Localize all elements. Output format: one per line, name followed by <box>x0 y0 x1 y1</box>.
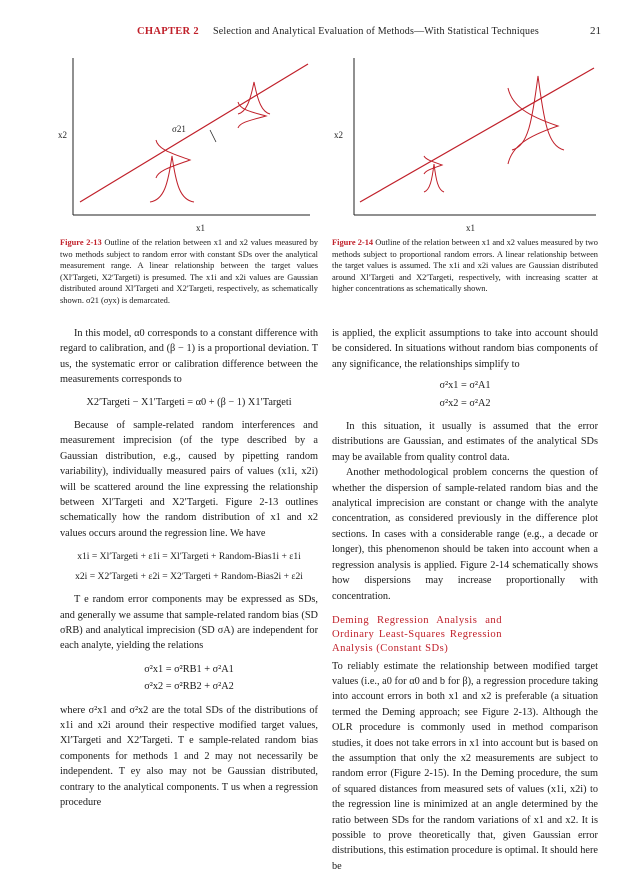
x2-distribution-high <box>508 88 558 164</box>
paragraph: In this situation, it usually is assumed that the error distributions are Gaussian, and estimates of the analytical SDs may be available from quality control data. <box>332 421 598 463</box>
x1-distribution-high <box>512 76 564 150</box>
x1-distribution <box>150 156 194 202</box>
paragraph: where σ²x1 and σ²x2 are the total SDs of the distributions of x1i and x2i around their respective modified target values, Xl′Targeti and X2′Targeti. T e sample-related random bias components for methods 1 and 2 may not necessarily be independent. T ey also may not be Gaussian distributed, contrary to the analytical components. T us when a regression procedure <box>60 704 318 808</box>
fig13-y-axis-label: x2 <box>58 130 67 140</box>
paragraph: In this model, α0 corresponds to a constant difference with regard to calibration, and (β − 1) is a proportional deviation. T us, the systematic error or calibration difference between the measurements corresponds to <box>60 328 318 386</box>
regression-line <box>80 64 308 202</box>
paragraph: Another methodological problem concerns the question of whether the dispersion of sample-related random bias and the analytical imprecision are constant or change with the analyte concentration, as considered previously in the difference plot sections. In cases with a considerable range (e.g., a decade or longer), this phenomenon should be taken into account when a regression analysis is applied. Figure 2-14 schematically shows how dispersions may increase proportionally with concentration. <box>332 467 598 602</box>
equation: σ²x2 = σ²RB2 + σ²A2 <box>144 681 234 693</box>
sigma-marker <box>210 130 216 142</box>
figure-2-13 <box>60 52 318 232</box>
right-column <box>332 326 598 874</box>
figure-2-13-caption-text: Outline of the relation between x1 and x2 values measured by two methods subject to random error with constant SDs over the analytical measurement range. A linear relationship between the target values (Xl′Targeti, X2′Targeti) is presumed. The x1i and x2i values are Gaussian distributed around Xl′Targeti and X2′Targeti, respectively, as schematically shown. σ21 (σyx) is demarcated. <box>60 238 318 305</box>
section-heading: Deming Regression Analysis and Ordinary Least-Squares Regression Analysis (Constant SDs) <box>332 614 502 655</box>
x2-distribution-upper <box>238 102 266 128</box>
fig14-y-axis-label: x2 <box>334 130 343 140</box>
equation: σ²x1 = σ²RB1 + σ²A1 <box>144 663 234 675</box>
paragraph: T e random error components may be expressed as SDs, and generally we assume that sample-related random bias (SD σRB) and analytical imprecision (SD σA) are independent for each analyte, yielding the relations <box>60 594 318 652</box>
figure-2-14-caption <box>332 237 598 295</box>
equation: σ²x2 = σ²A2 <box>439 397 491 409</box>
fig13-x-axis-label: x1 <box>196 223 205 233</box>
equation: x1i = Xl′Targeti + ε1i = Xl′Targeti + Random-Bias1i + ε1i <box>77 551 301 563</box>
figure-2-13-caption <box>60 237 318 307</box>
running-title: Selection and Analytical Evaluation of Methods—With Statistical Techniques <box>213 26 539 37</box>
fig13-sigma-label: σ21 <box>172 124 186 134</box>
equation: σ²x1 = σ²A1 <box>439 380 491 392</box>
fig14-x-axis-label: x1 <box>466 223 475 233</box>
x1-distribution-upper <box>238 82 270 114</box>
figure-2-14-caption-text: Outline of the relation between x1 and x2 values measured by two methods subject to proportional random errors. A linear relationship between the target values is assumed. The x1i and x2i values are Gaussian distributed around Xl′Targeti and X2′Targeti, respectively, with increasing scatter at higher concentrations as schematically shown. <box>332 238 598 294</box>
regression-line <box>360 68 594 202</box>
paragraph: To reliably estimate the relationship between modified target values (i.e., a0 for α0 and b for β), a regression procedure taking into account errors in both x1 and x2 is preferable (a situation termed the Deming approach; see Figure 2-13). Although the OLR procedure is commonly used in method comparison studies, it does not take errors in x1 into account but is based on the assumption that only the x2 measurements are subject to random error (Figure 2-15). In the Deming procedure, the sum of squared distances from measured sets of values (x1i, x2i) to the regression line is minimized at an angle determined by the ratio between SDs for the random variations of x1 and x2. It is possible to prove theoretically that, given Gaussian error distributions, this estimation procedure is optimal. It should here be <box>332 660 598 872</box>
paragraph: is applied, the explicit assumptions to take into account should be considered. In situations without random bias components of any significance, the relationships simplify to <box>332 328 598 370</box>
page-number: 21 <box>590 25 601 37</box>
equation: x2i = X2′Targeti + ε2i = X2′Targeti + Random-Bias2i + ε2i <box>75 570 303 582</box>
chapter-label: CHAPTER 2 <box>137 26 199 37</box>
figure-2-14-label: Figure 2-14 <box>332 238 374 247</box>
equation: X2′Targeti − X1′Targeti = α0 + (β − 1) X1′Targeti <box>86 396 292 408</box>
paragraph: Because of sample-related random interferences and measurement imprecision (of the type described by a Gaussian distribution, e.g., caused by pipetting random variability), individually measured pairs of values (x1i, x2i) will be scattered around the line expressing the relationship between Xl′Targeti and X2′Targeti. Figure 2-13 outlines schematically how the random distribution of x1 and x2 values occurs around the regression line. We have <box>60 420 318 539</box>
figure-2-13-label: Figure 2-13 <box>60 238 102 247</box>
left-column <box>60 326 318 810</box>
figure-2-14 <box>332 52 602 232</box>
